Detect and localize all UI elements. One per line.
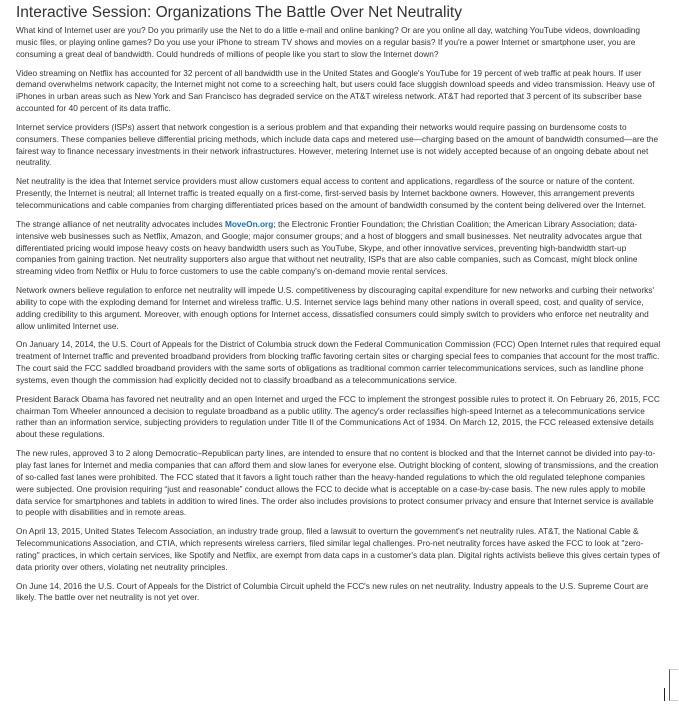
scrollbar-handle[interactable] [669,669,678,701]
paragraph-2: Video streaming on Netflix has accounted for 32 percent of all bandwidth use in the United States and Google's YouTube for 19 percent of web traffic at peak hours. If user demand overwhelms network capacity, the Internet might not come to a screeching halt, but users could face sluggish download speeds and video transmission. Heavy use of iPhones in urban areas such as New York and San Francisco has degraded service on the AT&T wireless network. AT&T had reported that 3 percent of its subscriber base accounted for 40 percent of its data traffic. [16,67,655,114]
paragraph-1: What kind of Internet user are you? Do you primarily use the Net to do a little e-mail and online banking? Or are you online all day, watching YouTube videos, downloading music files, or playing online games? Do you use your iPhone to stream TV shows and movies on a regular basis? If you're a power Internet or smartphone user, you are consuming a great deal of bandwidth. Could hundreds of millions of people like you start to slow the Internet down? [16,25,641,59]
paragraph-5 [16,219,662,278]
page-title: Interactive Session: Organizations The Battle Over Net Neutrality [16,4,462,21]
paragraph-10: On April 13, 2015, United States Telecom Association, an industry trade group, filed a lawsuit to overturn the government's net neutrality rules. AT&T, the National Cable & Telecommunications Association, and CTIA, which represents wireless carriers, filed similar legal challenges. Pro-net neutrality forces have asked the FCC to look at "zero-rating" practices, in which certain services, like Spotify and Netflix, are exempt from data caps in a customer's data plan. Digital rights activists believe this gives certain types of data priority over others, violating net neutrality principles. [16,526,660,572]
paragraph-5-rest: ; the Electronic Frontier Foundation; the Christian Coalition; the American Library Association; data-intensive web businesses such as Netflix, Amazon, and Google; major consumer groups; and a host of bloggers and small businesses. Net neutrality advocates argue that differentiated pricing would impose heavy costs on heavy bandwidth users such as YouTube, Skype, and other innovative services, preventing high-bandwidth start-up companies from gaining traction. Net neutrality supporters also argue that without net neutrality, ISPs that are also cable companies, such as Comcast, might block online streaming video from Netflix or Hulu to force customers to use the cable company's on-demand movie rental services. [16,218,642,277]
paragraph-8: President Barack Obama has favored net neutrality and an open Internet and urged the FCC to implement the strongest possible rules to protect it. On February 26, 2015, FCC chairman Tom Wheeler announced a decision to regulate broadband as a public utility. The agency's order reclassifies high-speed Internet as a telecommunications service rather than an information service, subjecting providers to regulation under Title II of the Communications Act of 1934. On March 12, 2015, the FCC released extensive details about these regulations. [16,393,660,440]
paragraph-3: Internet service providers (ISPs) assert that network congestion is a serious problem and that expanding their networks would require passing on burdensome costs to consumers. These companies believe differential pricing methods, which include data caps and metered use—charging based on the amount of bandwidth consumed—are the fairest way to finance necessary investments in their network infrastructures. However, metering Internet use is not widely accepted because of an ongoing debate about net neutrality. [16,121,659,168]
paragraph-5-intro: The strange alliance of net neutrality advocates includes [16,218,225,229]
moveon-link[interactable]: MoveOn.org [224,218,274,229]
text-cursor [664,688,665,701]
paragraph-9: The new rules, approved 3 to 2 along Democratic–Republican party lines, are intended to ensure that no content is blocked and that the Internet cannot be divided into pay-to-play fast lanes for Internet and media companies that can afford them and slow lanes for everyone else. Outright blocking of content, slowing of transmissions, and the creation of so-called fast lanes were prohibited. The FCC stated that it favors a light touch rather than the heavy-handed regulations to which the old regulated telephone companies were subjected. One provision requiring “just and reasonable” conduct allows the FCC to decide what is acceptable on a case-by-case basis. The new rules apply to mobile data service for smartphones and tablets in addition to wired lines. The order also includes provisions to protect consumer privacy and ensure that Internet service is available to people with disabilities and in remote areas. [16,448,659,518]
paragraph-7: On January 14, 2014, the U.S. Court of Appeals for the District of Columbia struck down the Federal Communication Commission (FCC) Open Internet rules that required equal treatment of Internet traffic and prevented broadband providers from blocking traffic favoring certain sites or charging special fees to companies that account for the most traffic. The court said the FCC saddled broadband providers with the same sorts of obligations as traditional common carrier telecommunications services, such as landline phone systems, even though the commission had explicitly decided not to classify broadband as a telecommunications service. [16,339,661,385]
paragraph-4: Net neutrality is the idea that Internet service providers must allow customers equal access to content and applications, regardless of the source or nature of the content. Presently, the Internet is neutral; all Internet traffic is treated equally on a first-come, first-served basis by Internet backbone owners. However, this arrangement prevents telecommunications and cable companies from charging differentiated prices based on the amount of bandwidth consumed by the content being delivered over the Internet. [16,176,646,210]
paragraph-11: On June 14, 2016 the U.S. Court of Appeals for the District of Columbia Circuit upheld the FCC's new rules on net neutrality. Industry appeals to the U.S. Supreme Court are likely. The battle over net neutrality is not yet over. [16,580,649,603]
article-body [16,25,662,611]
paragraph-6: Network owners believe regulation to enforce net neutrality will impede U.S. competitiveness by discouraging capital expenditure for new networks and curbing their networks' ability to cope with the exploding demand for Internet and wireless traffic. U.S. Internet service lags behind many other nations in overall speed, cost, and quality of service, adding credibility to this argument. Moreover, with enough options for Internet access, dissatisfied consumers could simply switch to providers who enforce net neutrality and allow unlimited Internet use. [16,285,655,331]
